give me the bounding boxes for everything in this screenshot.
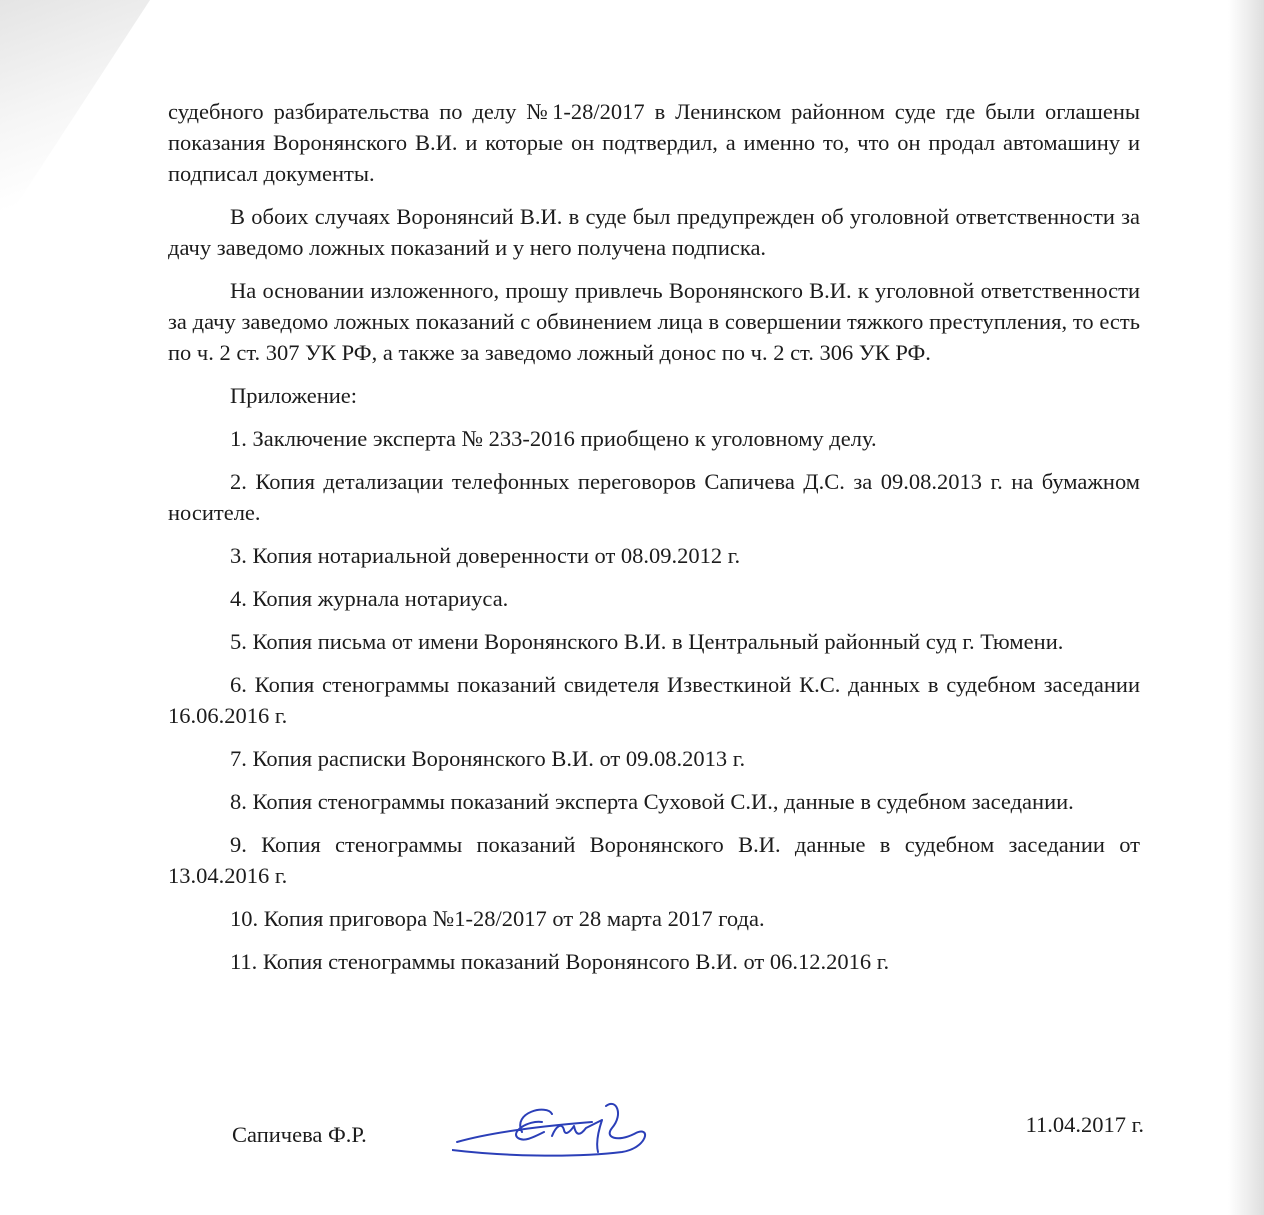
- appendix-item-5: 5. Копия письма от имени Воронянского В.И. в Центральный районный суд г. Тюмени.: [230, 629, 1064, 654]
- paragraph-warning: В обоих случаях Воронянсий В.И. в суде был предупрежден об уголовной ответственности за дачу заведомо ложных показаний и у него получена подписка.: [168, 204, 1140, 260]
- appendix-item-4: 4. Копия журнала нотариуса.: [230, 586, 509, 611]
- appendix-item-11: 11. Копия стенограммы показаний Воронянсого В.И. от 06.12.2016 г.: [230, 949, 890, 974]
- appendix-item-9: 9. Копия стенограммы показаний Воронянского В.И. данные в судебном заседании от 13.04.2016 г.: [168, 832, 1140, 888]
- scan-right-shadow: [1228, 0, 1264, 1215]
- appendix-item-7: 7. Копия расписки Воронянского В.И. от 09.08.2013 г.: [230, 746, 746, 771]
- scan-page-edge: [0, 0, 150, 230]
- document-body: [168, 96, 1140, 989]
- appendix-title: Приложение:: [230, 383, 358, 408]
- appendix-item-3: 3. Копия нотариальной доверенности от 08.09.2012 г.: [230, 543, 741, 568]
- appendix-item-8: 8. Копия стенограммы показаний эксперта Суховой С.И., данные в судебном заседании.: [230, 789, 1074, 814]
- paragraph-continuation: судебного разбирательства по делу №1-28/2017 в Ленинском районном суде где были оглашены показания Воронянского В.И. и которые он подтвердил, а именно то, что он продал автомашину и подписал документы.: [168, 99, 1140, 186]
- paragraph-request: На основании изложенного, прошу привлечь Воронянского В.И. к уголовной ответственности за дачу заведомо ложных показаний с обвинением лица в совершении тяжкого преступления, то есть по ч. 2 ст. 307 УК РФ, а также за заведомо ложный донос по ч. 2 ст. 306 УК РФ.: [168, 278, 1140, 365]
- signature-block: [232, 1092, 1144, 1172]
- signer-name: Сапичева Ф.Р.: [232, 1122, 367, 1147]
- signature-date: 11.04.2017 г.: [1025, 1112, 1144, 1137]
- appendix-item-2: 2. Копия детализации телефонных переговоров Сапичева Д.С. за 09.08.2013 г. на бумажном носителе.: [168, 469, 1140, 525]
- handwritten-signature: [452, 1092, 712, 1172]
- appendix-item-6: 6. Копия стенограммы показаний свидетеля Известкиной К.С. данных в судебном заседании 16.06.2016 г.: [168, 672, 1140, 728]
- appendix-item-10: 10. Копия приговора №1-28/2017 от 28 марта 2017 года.: [230, 906, 765, 931]
- appendix-item-1: 1. Заключение эксперта № 233-2016 приобщено к уголовному делу.: [230, 426, 877, 451]
